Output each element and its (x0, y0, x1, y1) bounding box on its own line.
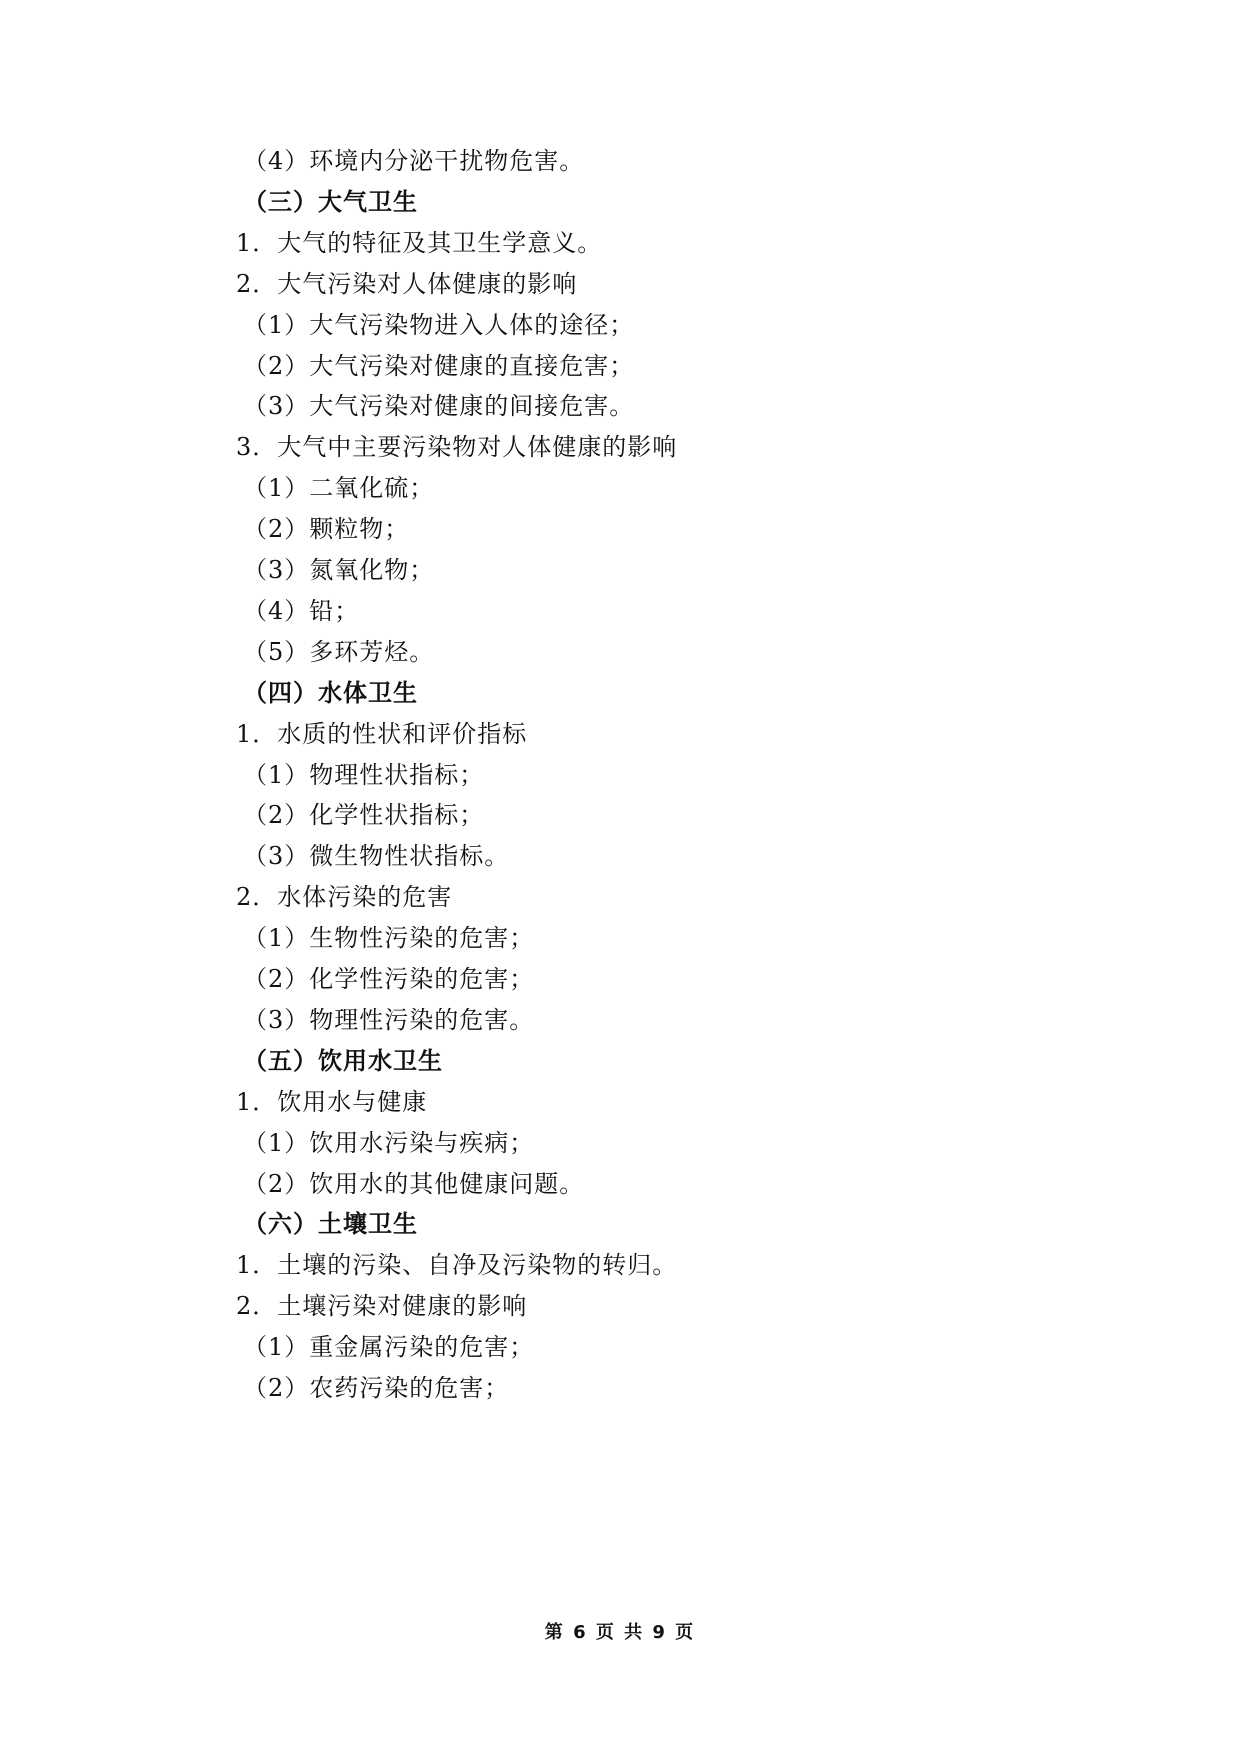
sub-item: （1）大气污染物进入人体的途径； (243, 311, 635, 339)
sub-item: （5）多环芳烃。 (243, 638, 435, 666)
sub-item: （1）重金属污染的危害； (243, 1333, 535, 1361)
sub-item: （4）环境内分泌干扰物危害。 (243, 147, 585, 175)
numbered-item: 1．土壤的污染、自净及污染物的转归。 (236, 1251, 678, 1279)
numbered-item: 2．水体污染的危害 (236, 883, 453, 911)
sub-item: （2）颗粒物； (243, 515, 410, 543)
sub-item: （4）铅； (243, 597, 360, 625)
sub-item: （3）大气污染对健康的间接危害。 (243, 392, 635, 420)
sub-item: （1）二氧化硫； (243, 474, 435, 502)
sub-item: （1）饮用水污染与疾病； (243, 1129, 535, 1157)
section-heading: （三）大气卫生 (243, 188, 418, 216)
sub-item: （2）化学性污染的危害； (243, 965, 535, 993)
numbered-item: 2．大气污染对人体健康的影响 (236, 270, 578, 298)
sub-item: （2）饮用水的其他健康问题。 (243, 1170, 585, 1198)
numbered-item: 1．饮用水与健康 (236, 1088, 428, 1116)
section-heading: （六）土壤卫生 (243, 1210, 418, 1238)
sub-item: （3）氮氧化物； (243, 556, 435, 584)
numbered-item: 2．土壤污染对健康的影响 (236, 1292, 528, 1320)
page-footer: 第 6 页 共 9 页 (544, 1622, 696, 1643)
sub-item: （1）物理性状指标； (243, 761, 485, 789)
sub-item: （2）大气污染对健康的直接危害； (243, 352, 635, 380)
sub-item: （3）微生物性状指标。 (243, 842, 510, 870)
sub-item: （1）生物性污染的危害； (243, 924, 535, 952)
numbered-item: 3．大气中主要污染物对人体健康的影响 (236, 433, 678, 461)
sub-item: （3）物理性污染的危害。 (243, 1006, 535, 1034)
numbered-item: 1．大气的特征及其卫生学意义。 (236, 229, 603, 257)
section-heading: （五）饮用水卫生 (243, 1047, 443, 1075)
numbered-item: 1．水质的性状和评价指标 (236, 720, 528, 748)
sub-item: （2）农药污染的危害； (243, 1374, 510, 1402)
sub-item: （2）化学性状指标； (243, 801, 485, 829)
section-heading: （四）水体卫生 (243, 679, 418, 707)
